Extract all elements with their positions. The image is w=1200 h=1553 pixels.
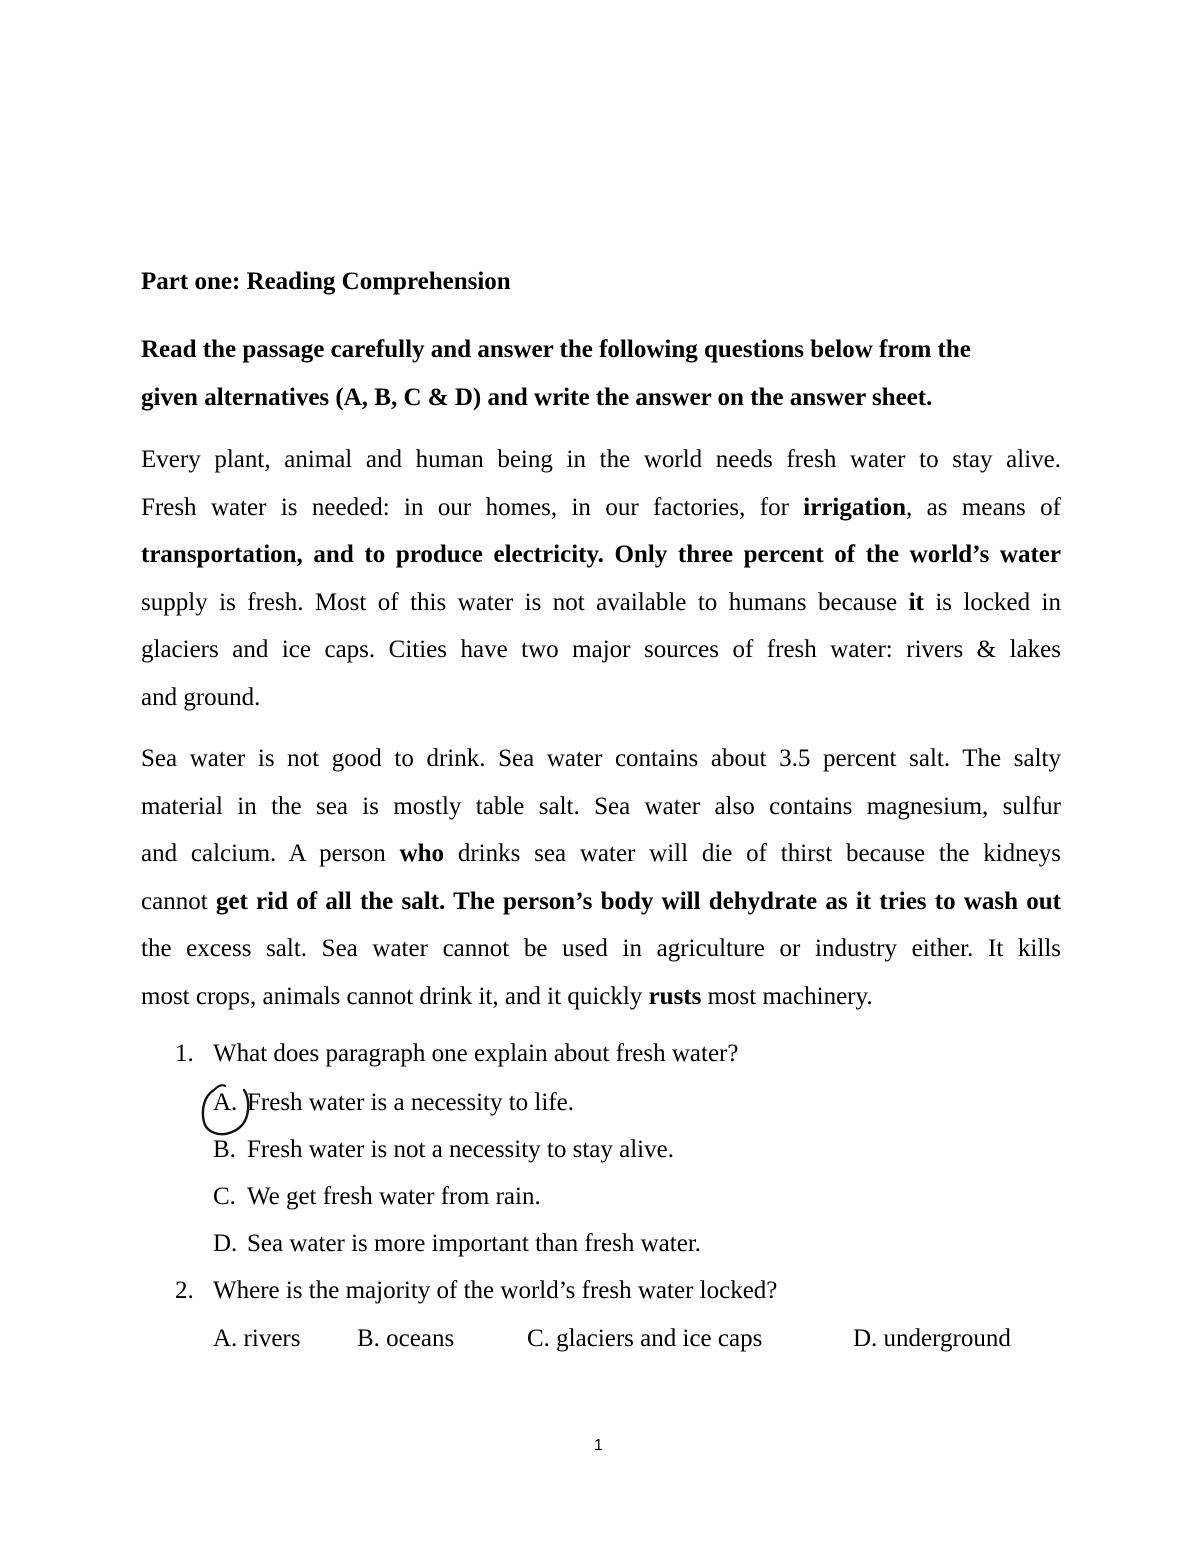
question-text: What does paragraph one explain about fresh water? <box>213 1040 739 1067</box>
bold-term: get rid of all the salt. The person’s body will dehydrate as it tries to wash out <box>215 887 1061 915</box>
option-a[interactable]: A. rivers <box>213 1325 301 1352</box>
paragraph-line <box>141 531 1061 579</box>
text-run: most machinery. <box>701 982 873 1010</box>
instruction-line: given alternatives (A, B, C & D) and write the answer on the answer sheet. <box>141 384 933 411</box>
section-heading: Part one: Reading Comprehension <box>141 268 511 295</box>
paragraph-line <box>141 973 1061 1021</box>
text-run: supply is fresh. Most of this water is not available to humans because <box>141 588 909 616</box>
question-text: Where is the majority of the world’s fresh water locked? <box>213 1277 778 1304</box>
option-c[interactable] <box>213 1183 541 1211</box>
option-text: Fresh water is not a necessity to stay alive. <box>247 1136 674 1163</box>
paragraph-line: glaciers and ice caps. Cities have two major sources of fresh water: rivers & lakes <box>141 636 1061 663</box>
handwritten-circle-mark-icon <box>198 1080 260 1138</box>
option-text: Sea water is more important than fresh water. <box>247 1230 702 1257</box>
bold-term: it <box>908 588 924 616</box>
instructions <box>141 326 1061 422</box>
paragraph-line <box>141 830 1061 878</box>
passage-paragraph-2 <box>141 735 1061 1020</box>
question-number: 2. <box>175 1277 194 1304</box>
bold-term: who <box>399 840 445 867</box>
option-text: Fresh water is a necessity to life. <box>247 1089 574 1116</box>
paragraph-line: material in the sea is mostly table salt. Sea water also contains magnesium, sulfur <box>141 792 1061 820</box>
paragraph-line: and ground. <box>141 683 261 711</box>
text-run: and calcium. A person <box>141 840 400 867</box>
question-2 <box>175 1277 777 1305</box>
paragraph-line: Sea water is not good to drink. Sea water contains about 3.5 percent salt. The salty <box>141 745 1061 772</box>
bold-term: Only three percent of the world’s water <box>603 541 1062 568</box>
option-d[interactable] <box>213 1230 701 1258</box>
text-run: is locked in <box>923 588 1061 616</box>
option-b[interactable] <box>213 1136 674 1164</box>
bold-term: transportation, and to produce electricity. <box>141 541 604 568</box>
paragraph-line <box>141 484 1061 532</box>
paragraph-line: Every plant, animal and human being in the world needs fresh water to stay alive. <box>141 446 1061 473</box>
paragraph-line <box>141 579 1061 627</box>
option-c[interactable]: C. glaciers and ice caps <box>527 1325 763 1352</box>
option-b[interactable]: B. oceans <box>357 1325 455 1352</box>
text-run: cannot <box>141 887 216 915</box>
option-a[interactable] <box>213 1089 574 1117</box>
instruction-line: Read the passage carefully and answer the following questions below from the <box>141 336 971 363</box>
paragraph-line <box>141 878 1061 926</box>
text-run: most crops, animals cannot drink it, and it quickly <box>141 982 649 1010</box>
passage-paragraph-1 <box>141 436 1061 721</box>
option-letter: A. <box>213 1089 238 1116</box>
bold-term: rusts <box>648 982 702 1010</box>
question-1 <box>175 1040 738 1068</box>
text-run: Fresh water is needed: in our homes, in our factories, for <box>141 493 804 521</box>
option-letter: C. <box>213 1183 236 1210</box>
option-d[interactable]: D. underground <box>853 1325 1011 1352</box>
option-letter: D. <box>213 1230 238 1257</box>
option-letter: B. <box>213 1136 236 1163</box>
question-number: 1. <box>175 1040 194 1067</box>
text-run: , as means of <box>906 493 1061 521</box>
text-run: drinks sea water will die of thirst because the kidneys <box>444 840 1061 867</box>
bold-term: irrigation <box>803 493 907 521</box>
option-text: We get fresh water from rain. <box>247 1183 541 1210</box>
page-number: 1 <box>594 1437 603 1454</box>
paragraph-line: the excess salt. Sea water cannot be used in agriculture or industry either. It kills <box>141 935 1061 962</box>
